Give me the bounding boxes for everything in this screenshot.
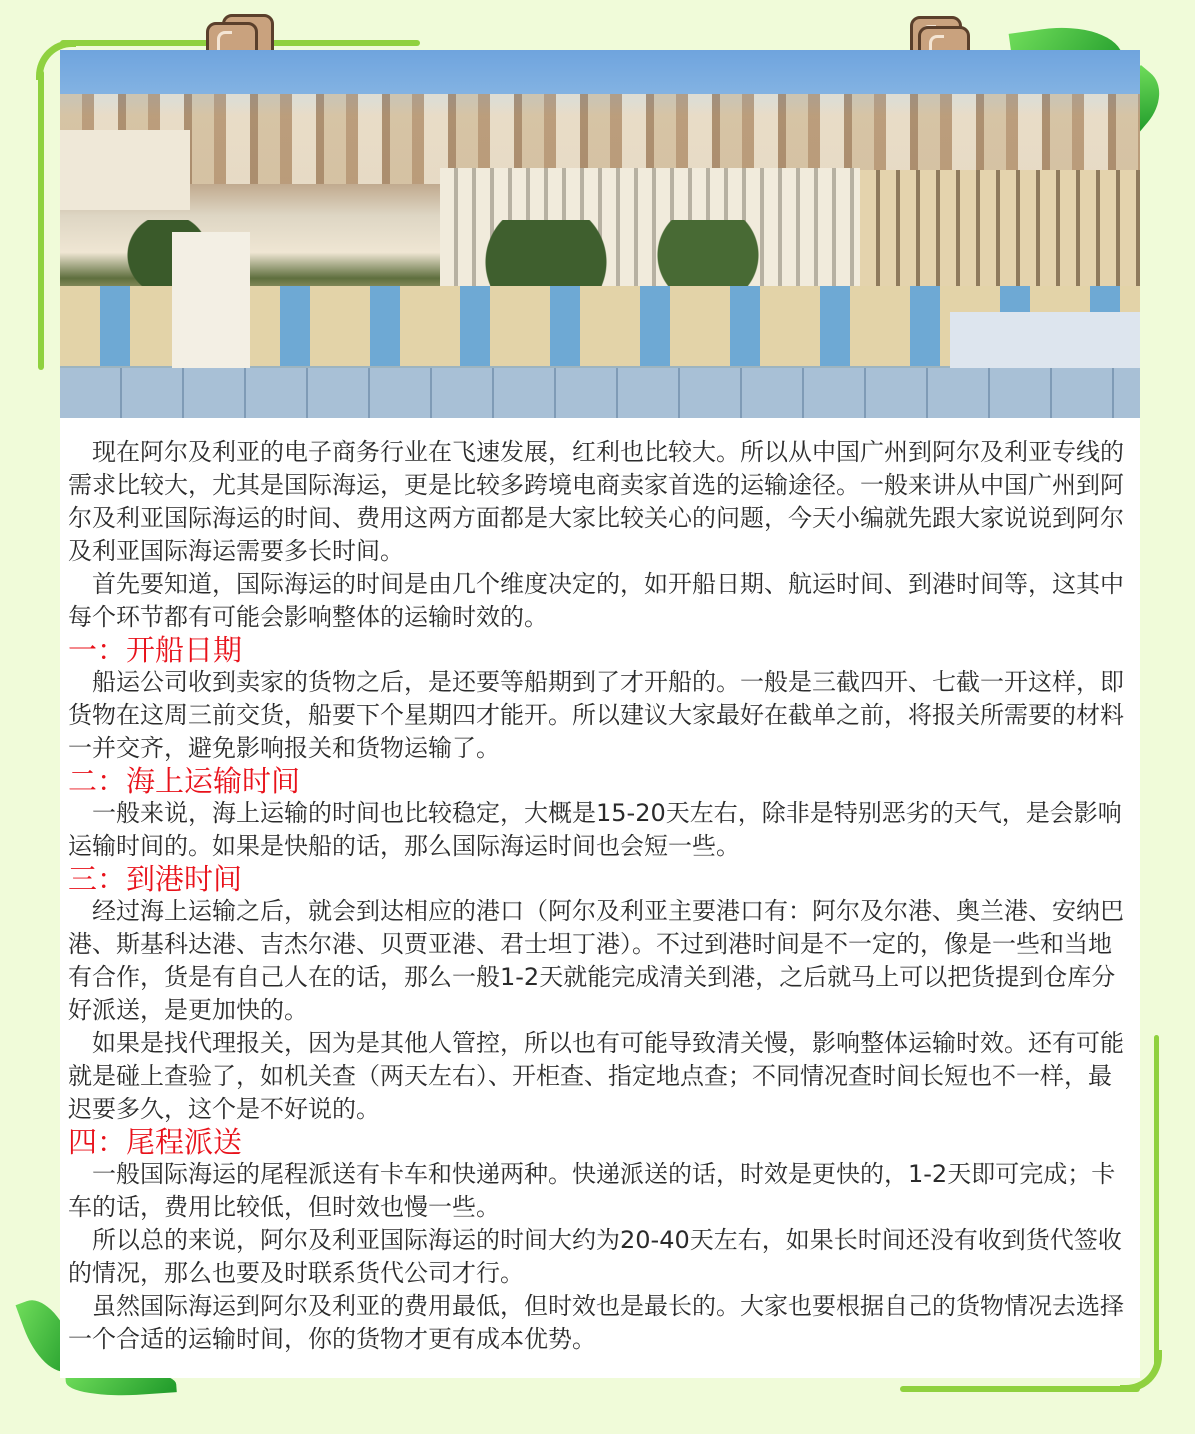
photo-white-building-left — [60, 130, 190, 210]
city-photo — [60, 50, 1140, 418]
section-heading: 四：尾程派送 — [68, 1125, 243, 1159]
section-paragraph: 一般来说，海上运输的时间也比较稳定，大概是15-20天左右，除非是特别恶劣的天气，是会影响运输时间的。如果是快船的话，那么国际海运时间也会短一些。 — [68, 799, 1122, 860]
intro-paragraph: 现在阿尔及利亚的电子商务行业在飞速发展，红利也比较大。所以从中国广州到阿尔及利亚专线的需求比较大，尤其是国际海运，更是比较多跨境电商卖家首选的运输途径。一般来讲从中国广州到阿尔及利亚国际海运的时间、费用这两方面都是大家比较关心的问题，今天小编就先跟大家说说到阿尔及利亚国际海运需要多长时间。 — [68, 438, 1124, 565]
section-paragraph: 一般国际海运的尾程派送有卡车和快递两种。快递派送的话，时效是更快的，1-2天即可完成；卡车的话，费用比较低，但时效也慢一些。 — [68, 1160, 1116, 1221]
section-paragraph: 所以总的来说，阿尔及利亚国际海运的时间大约为20-40天左右，如果长时间还没有收到货代签收的情况，那么也要及时联系货代公司才行。 — [68, 1226, 1122, 1287]
article-body — [68, 436, 1132, 1356]
frame-left-line — [38, 70, 44, 370]
section-paragraph: 如果是找代理报关，因为是其他人管控，所以也有可能导致清关慢，影响整体运输时效。还有可能就是碰上查验了，如机关查（两天左右）、开柜查、指定地点查；不同情况查时间长短也不一样，最迟要多久，这个是不好说的。 — [68, 1029, 1124, 1123]
intro-paragraph: 首先要知道，国际海运的时间是由几个维度决定的，如开船日期、航运时间、到港时间等，这其中每个环节都有可能会影响整体的运输时效的。 — [68, 570, 1124, 631]
section-paragraph: 虽然国际海运到阿尔及利亚的费用最低，但时效也是最长的。大家也要根据自己的货物情况去选择一个合适的运输时间，你的货物才更有成本优势。 — [68, 1292, 1124, 1353]
section-paragraph: 船运公司收到卖家的货物之后，是还要等船期到了才开船的。一般是三截四开、七截一开这样，即货物在这周三前交货，船要下个星期四才能开。所以建议大家最好在截单之前，将报关所需要的材料一并交齐，避免影响报关和货物运输了。 — [68, 668, 1124, 762]
section-heading: 一：开船日期 — [68, 633, 243, 667]
section-heading: 三：到港时间 — [68, 862, 243, 896]
section-heading: 二：海上运输时间 — [68, 764, 301, 798]
article-card — [60, 50, 1140, 1378]
frame-bottom-line — [900, 1386, 1140, 1392]
frame-right-line — [1154, 1035, 1159, 1365]
section-paragraph: 经过海上运输之后，就会到达相应的港口（阿尔及利亚主要港口有：阿尔及尔港、奥兰港、安纳巴港、斯基科达港、吉杰尔港、贝贾亚港、君士坦丁港）。不过到港时间是不一定的，像是一些和当地有合作，货是有自己人在的话，那么一般1-2天就能完成清关到港，之后就马上可以把货提到仓库分好派送，是更加快的。 — [68, 897, 1124, 1024]
photo-harbor-fence — [60, 368, 1140, 418]
